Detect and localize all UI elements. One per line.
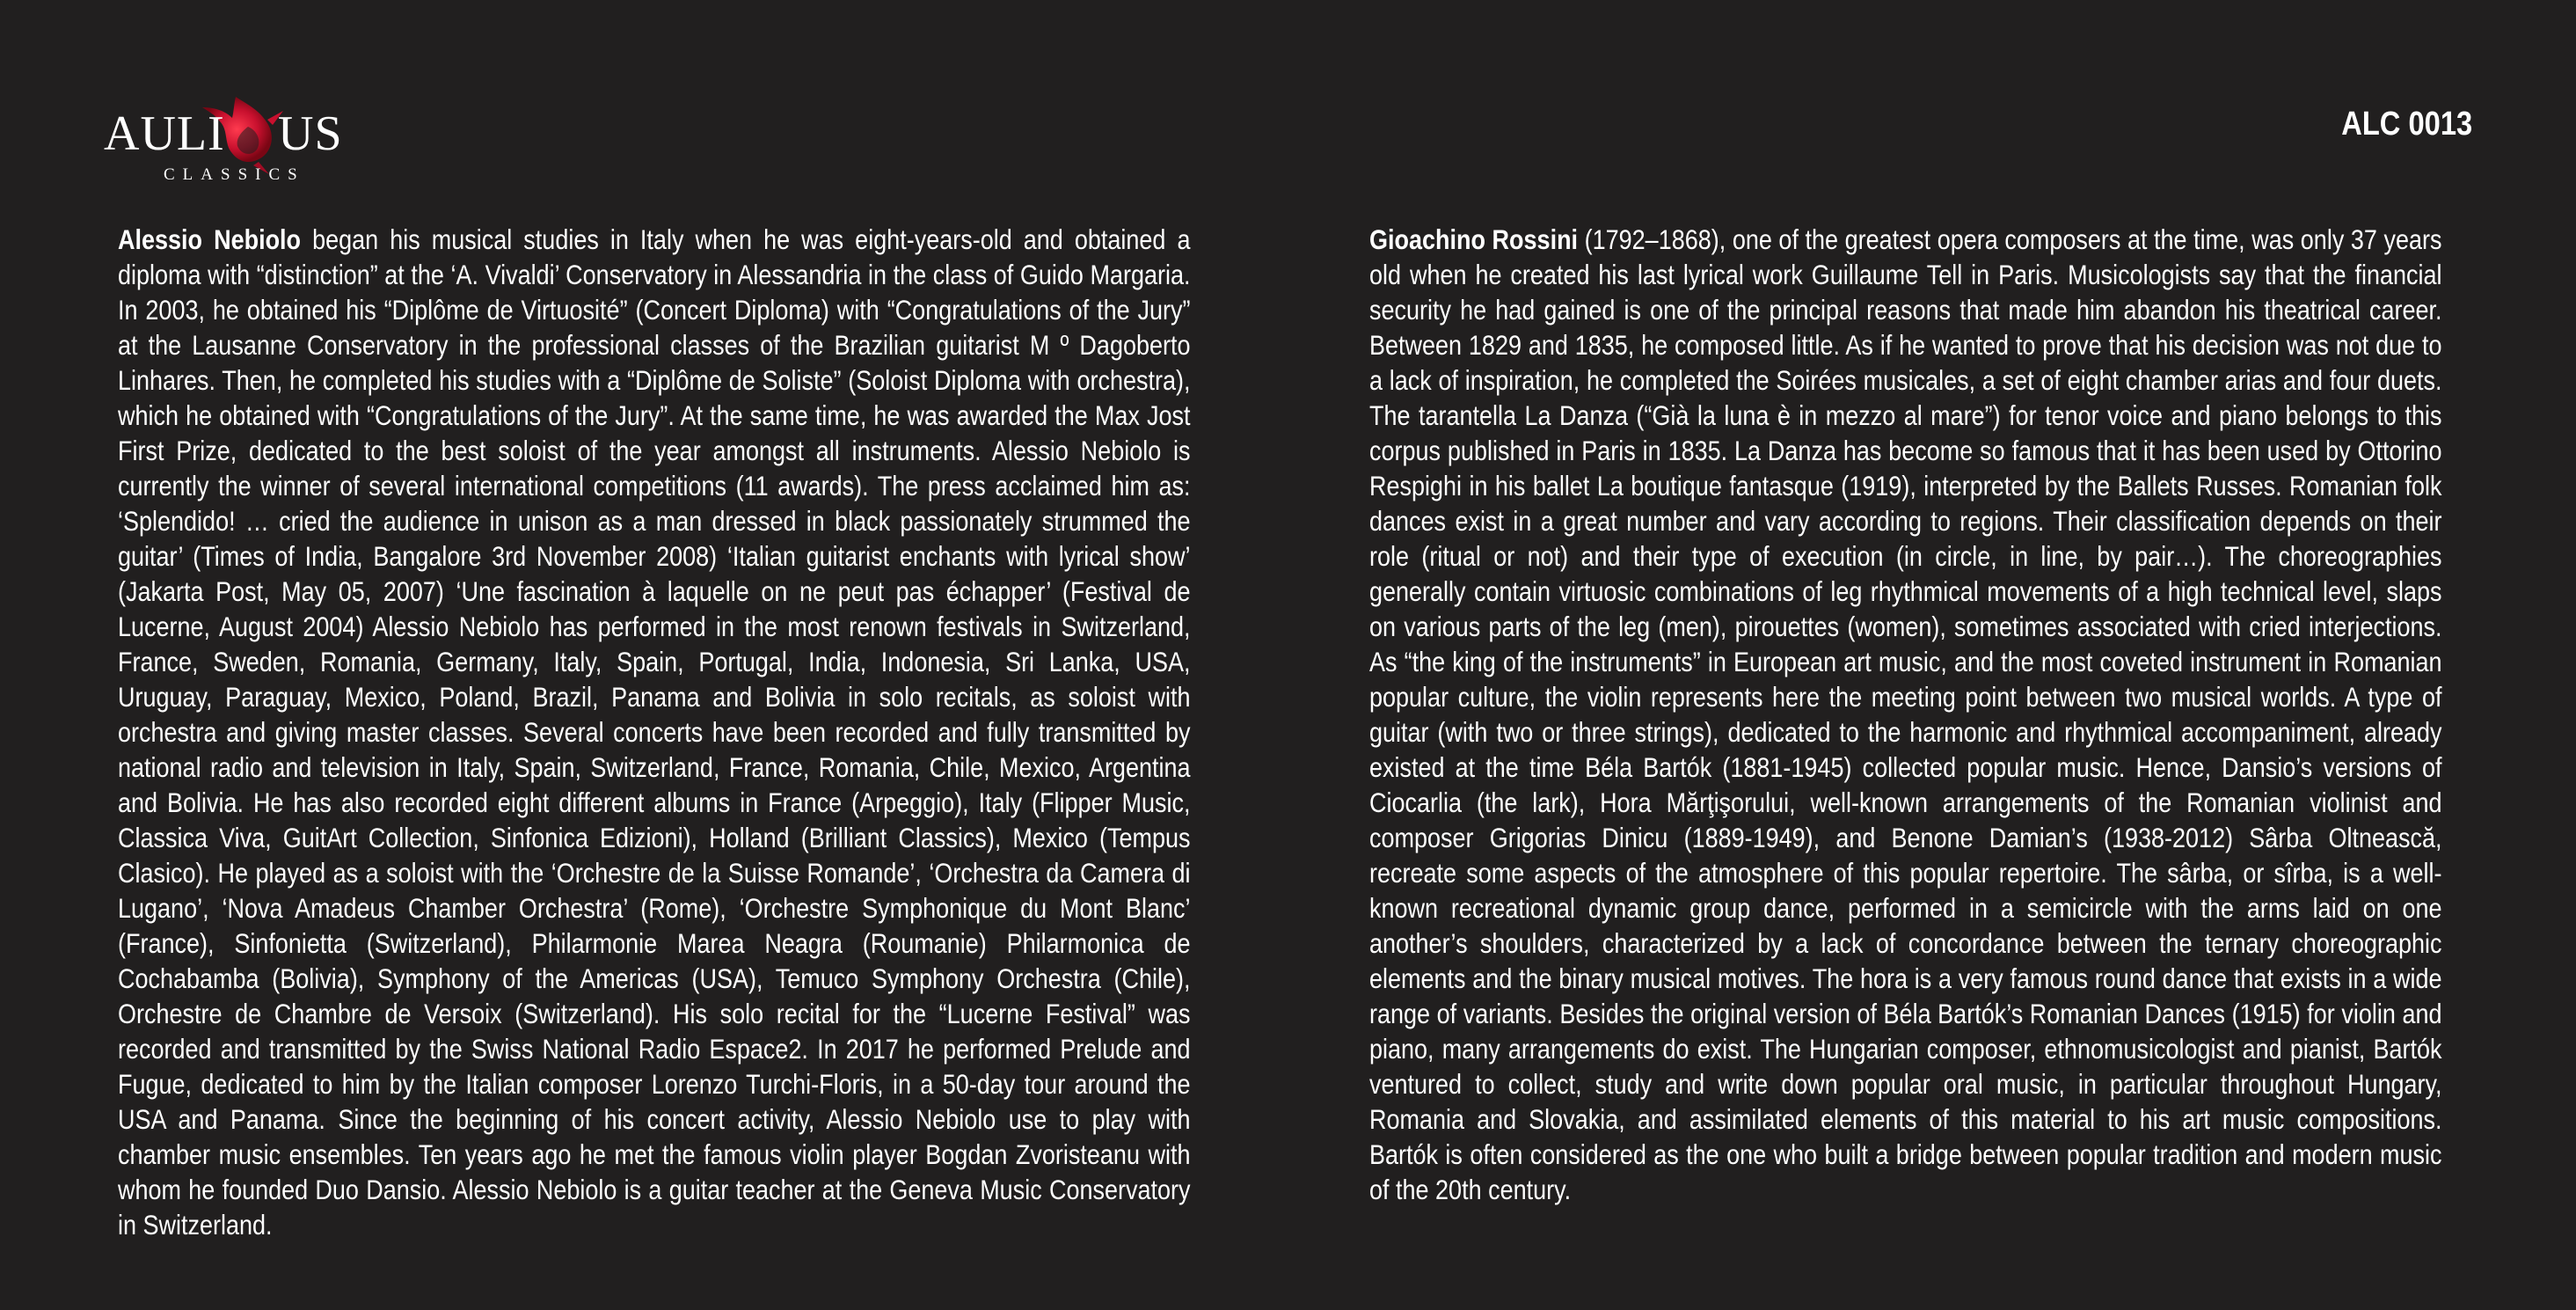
logo-wordmark-right: US bbox=[278, 106, 343, 161]
logo-wordmark-left: AULI bbox=[104, 106, 225, 161]
program-notes bbox=[1369, 222, 2442, 1207]
aulicus-classics-logo bbox=[104, 84, 368, 188]
notes-paragraph bbox=[1369, 222, 2442, 1207]
notes-text: (1792–1868), one of the greatest opera composers at the time, was only 37 years old when he created his last lyrical work Guillaume Tell in Paris. Musicologists say that the financial security he had gained is one of the principal reasons that made him abandon his theatrical career. Between 1829 and 1835, he composed little. As if he wanted to prove that his decision was not due to a lack of inspiration, he completed the Soirées musicales, a set of eight chamber arias and four duets. The tarantella La Danza (“Già la luna è in mezzo al mare”) for tenor voice and piano belongs to this corpus published in Paris in 1835. La Danza has become so famous that it has been used by Ottorino Respighi in his ballet La boutique fantasque (1919), interpreted by the Ballets Russes. Romanian folk dances exist in a great number and vary according to regions. Their classification depends on their role (ritual or not) and their type of execution (in circle, in line, by pair…). The choreographies generally contain virtuosic combinations of leg rhythmical movements of a high technical level, slaps on various parts of the leg (men), pirouettes (women), sometimes associated with cried interjections. As “the king of the instruments” in European art music, and the most coveted instrument in Romanian popular culture, the violin represents here the meeting point between two musical worlds. A type of guitar (with two or three strings), dedicated to the harmonic and rhythmical accompaniment, already existed at the time Béla Bartók (1881-1945) collected popular music. Hence, Dansio’s versions of Ciocarlia (the lark), Hora Mărţişorului, well-known arrangements of the Romanian violinist and composer Grigorias Dinicu (1889-1949), and Benone Damian’s (1938-2012) Sârba Oltnească, recreate some aspects of the atmosphere of this popular repertoire. The sârba, or sîrba, is a well-known recreational dynamic group dance, performed in a semicircle with the arms laid on one another’s shoulders, characterized by a lack of concordance between the ternary choreographic elements and the binary musical motives. The hora is a very famous round dance that exists in a wide range of variants. Besides the original version of Béla Bartók’s Romanian Dances (1915) for violin and piano, many arrangements do exist. The Hungarian composer, ethnomusicologist and pianist, Bartók ventured to collect, study and write down popular oral music, in particular throughout Hungary, Romania and Slovakia, and assimilated elements of this material to his art music compositions. Bartók is often considered as the one who built a bridge between popular tradition and modern music of the 20th century. bbox=[1369, 223, 2442, 1205]
composer-name: Gioachino Rossini bbox=[1369, 223, 1579, 255]
artist-name: Alessio Nebiolo bbox=[118, 223, 302, 255]
biography-text: began his musical studies in Italy when he was eight-years-old and obtained a diploma with “distinction” at the ‘A. Vivaldi’ Conservatory in Alessandria in the class of Guido Margaria. In 2003, he obtained his “Diplôme de Virtuosité” (Concert Diploma) with “Congratulations of the Jury” at the Lausanne Conservatory in the professional classes of the Brazilian guitarist M º Dagoberto Linhares. Then, he completed his studies with a “Diplôme de Soliste” (Soloist Diploma with orchestra), which he obtained with “Congratulations of the Jury”. At the same time, he was awarded the Max Jost First Prize, dedicated to the best soloist of the year amongst all instruments. Alessio Nebiolo is currently the winner of several international competitions (11 awards). The press acclaimed him as: ‘Splendido! … cried the audience in unison as a man dressed in black passionately strummed the guitar’ (Times of India, Bangalore 3rd November 2008) ‘Italian guitarist enchants with lyrical show’ (Jakarta Post, May 05, 2007) ‘Une fascination à laquelle on ne peut pas échapper’ (Festival de Lucerne, August 2004) Alessio Nebiolo has performed in the most renown festivals in Switzerland, France, Sweden, Romania, Germany, Italy, Spain, Portugal, India, Indonesia, Sri Lanka, USA, Uruguay, Paraguay, Mexico, Poland, Brazil, Panama and Bolivia in solo recitals, as soloist with orchestra and giving master classes. Several concerts have been recorded and fully transmitted by national radio and television in Italy, Spain, Switzerland, France, Romania, Chile, Mexico, Argentina and Bolivia. He has also recorded eight different albums in France (Arpeggio), Italy (Flipper Music, Classica Viva, GuitArt Collection, Sinfonica Edizioni), Holland (Brilliant Classics), Mexico (Tempus Clasico). He played as a soloist with the ‘Orchestre de la Suisse Romande’, ‘Orchestra da Camera di Lugano’, ‘Nova Amadeus Chamber Orchestra’ (Rome), ‘Orchestre Symphonique du Mont Blanc’ (France), Sinfonietta (Switzerland), Philarmonie Marea Neagra (Roumanie) Philarmonica de Cochabamba (Bolivia), Symphony of the Americas (USA), Temuco Symphony Orchestra (Chile), Orchestre de Chambre de Versoix (Switzerland). His solo recital for the “Lucerne Festival” was recorded and transmitted by the Swiss National Radio Espace2. In 2017 he performed Prelude and Fugue, dedicated to him by the Italian composer Lorenzo Turchi-Floris, in a 50-day tour around the USA and Panama. Since the beginning of his concert activity, Alessio Nebiolo use to play with chamber music ensembles. Ten years ago he met the famous violin player Bogdan Zvoristeanu with whom he founded Duo Dansio. Alessio Nebiolo is a guitar teacher at the Geneva Music Conservatory in Switzerland. bbox=[118, 223, 1191, 1240]
biography-paragraph bbox=[118, 222, 1191, 1242]
catalog-number: ALC 0013 bbox=[2341, 106, 2472, 143]
artist-biography bbox=[118, 222, 1191, 1242]
logo-tagline: CLASSICS bbox=[164, 165, 305, 184]
